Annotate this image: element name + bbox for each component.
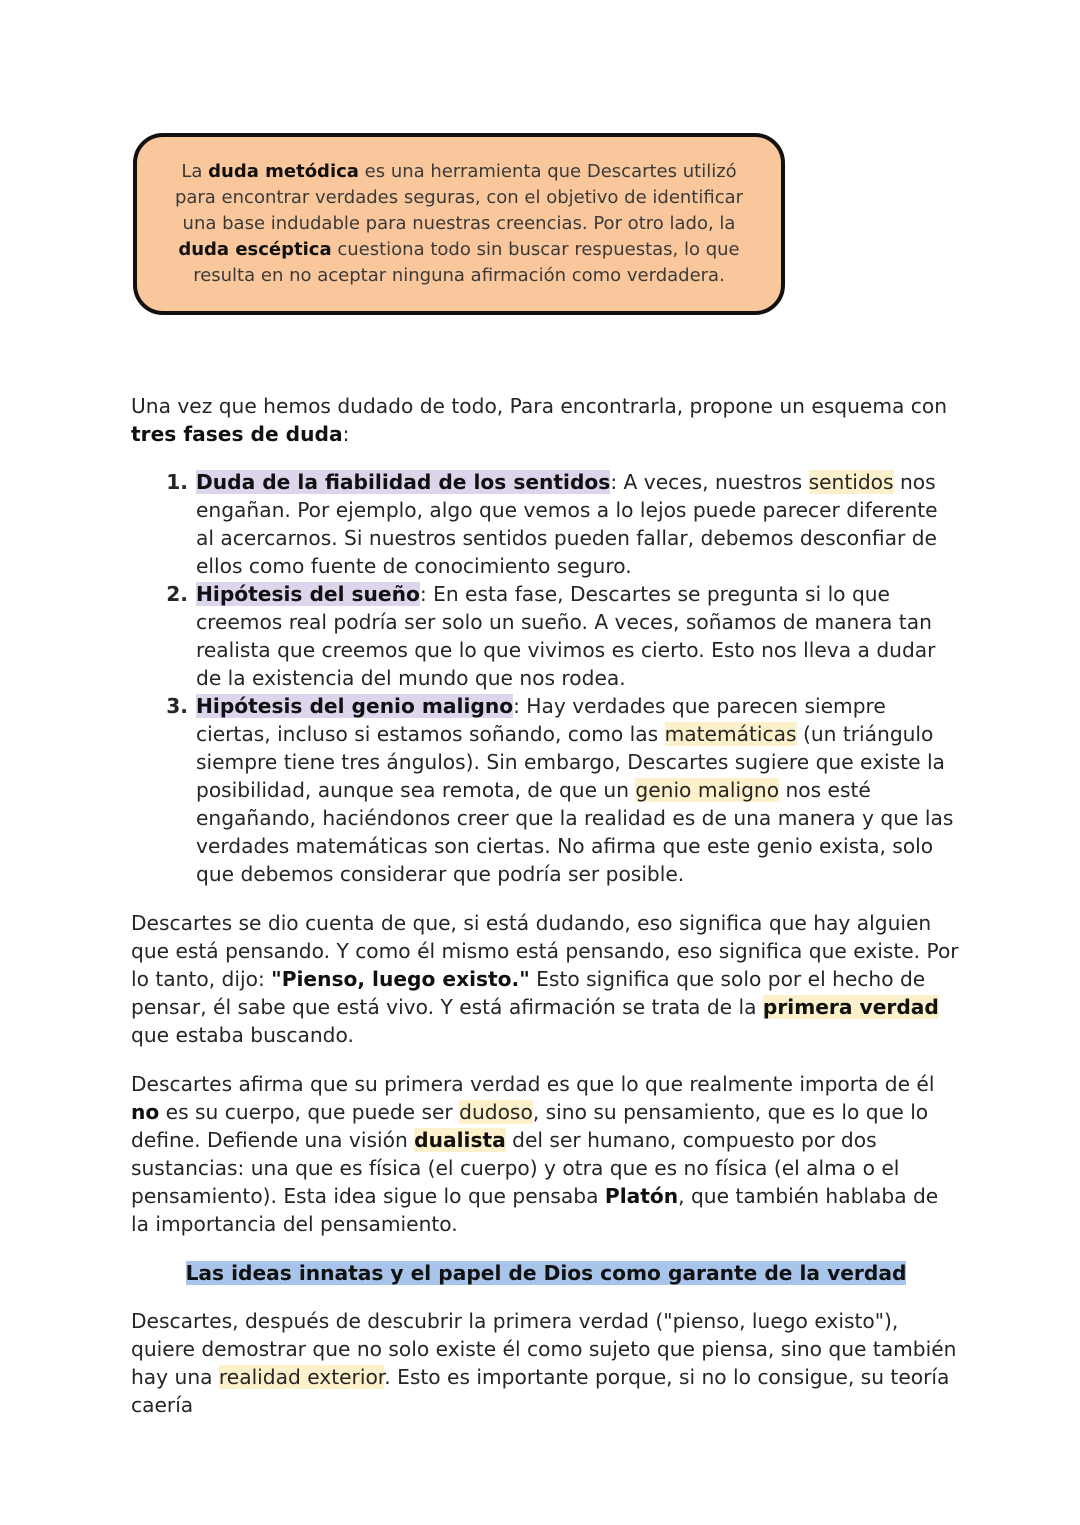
highlight: dualista — [414, 1128, 506, 1152]
highlight: primera verdad — [762, 995, 939, 1019]
term-duda-esceptica: duda escéptica — [178, 239, 332, 260]
reality-paragraph: Descartes, después de descubrir la primera verdad ("pienso, luego existo"), quiere demostrar que no solo existe él como sujeto que piensa, sino que también hay una realidad exterior. Esto es importante porque, si no lo consigue, su teoría caería — [131, 1309, 957, 1417]
highlight: realidad exterior — [218, 1365, 385, 1389]
phase-title: Hipótesis del sueño — [196, 582, 420, 606]
intro-paragraph: Una vez que hemos dudado de todo, Para encontrarla, propone un esquema con tres fases de duda: — [131, 394, 948, 446]
list-item: 2. Hipótesis del sueño: En esta fase, Descartes se pregunta si lo que creemos real podría ser solo un sueño. A veces, soñamos de manera tan realista que creemos que lo que vivimos es cierto. Esto nos lleva a dudar de la existencia del mundo que nos rodea. — [195, 580, 961, 692]
definition-callout — [133, 133, 785, 315]
highlight: genio maligno — [635, 778, 780, 802]
cogito-paragraph: Descartes se dio cuenta de que, si está dudando, eso significa que hay alguien que está pensando. Y como él mismo está pensando, eso significa que existe. Por lo tanto, dijo: "Pienso, luego existo." Esto significa que solo por el hecho de pensar, él sabe que está vivo. Y está afirmación se trata de la primera verdad que estaba buscando. — [131, 911, 959, 1047]
cogito-quote: "Pienso, luego existo." — [271, 967, 530, 991]
highlight: sentidos — [808, 470, 894, 494]
dualism-paragraph: Descartes afirma que su primera verdad es que lo que realmente importa de él no es su cuerpo, que puede ser dudoso, sino su pensamiento, que es lo que lo define. Defiende una visión dualista del ser humano, compuesto por dos sustancias: una que es física (el cuerpo) y otra que es no física (el alma o el pensamiento). Esta idea sigue lo que pensaba Platón, que también hablaba de la importancia del pensamiento. — [131, 1072, 939, 1236]
callout-text: La duda metódica es una herramienta que Descartes utilizó para encontrar verdades seguras, con el objetivo de identificar una base indudable para nuestras creencias. Por otro lado, la duda escéptica cuestiona todo sin buscar respuestas, lo que resulta en no aceptar ninguna afirmación como verdadera. — [174, 161, 744, 286]
section-heading: Las ideas innatas y el papel de Dios como garante de la verdad — [185, 1261, 907, 1285]
document-body — [131, 392, 961, 1419]
phase-title: Hipótesis del genio maligno — [196, 694, 514, 718]
term-duda-metodica: duda metódica — [208, 161, 359, 182]
phases-list — [131, 468, 961, 888]
highlight: matemáticas — [664, 722, 797, 746]
list-item: 3. Hipótesis del genio maligno: Hay verdades que parecen siempre ciertas, incluso si estamos soñando, como las matemáticas (un triángulo siempre tiene tres ángulos). Sin embargo, Descartes sugiere que existe la posibilidad, aunque sea remota, de que un genio maligno nos esté engañando, haciéndonos creer que la realidad es de una manera y que las verdades matemáticas son ciertas. No afirma que este genio exista, solo que debemos considerar que podría ser posible. — [195, 692, 961, 888]
phase-title: Duda de la fiabilidad de los sentidos — [196, 470, 611, 494]
highlight: dudoso — [459, 1100, 533, 1124]
list-item: 1. Duda de la fiabilidad de los sentidos: A veces, nuestros sentidos nos engañan. Por ejemplo, algo que vemos a lo lejos puede parecer diferente al acercarnos. Si nuestros sentidos pueden fallar, debemos desconfiar de ellos como fuente de conocimiento seguro. — [195, 468, 961, 580]
